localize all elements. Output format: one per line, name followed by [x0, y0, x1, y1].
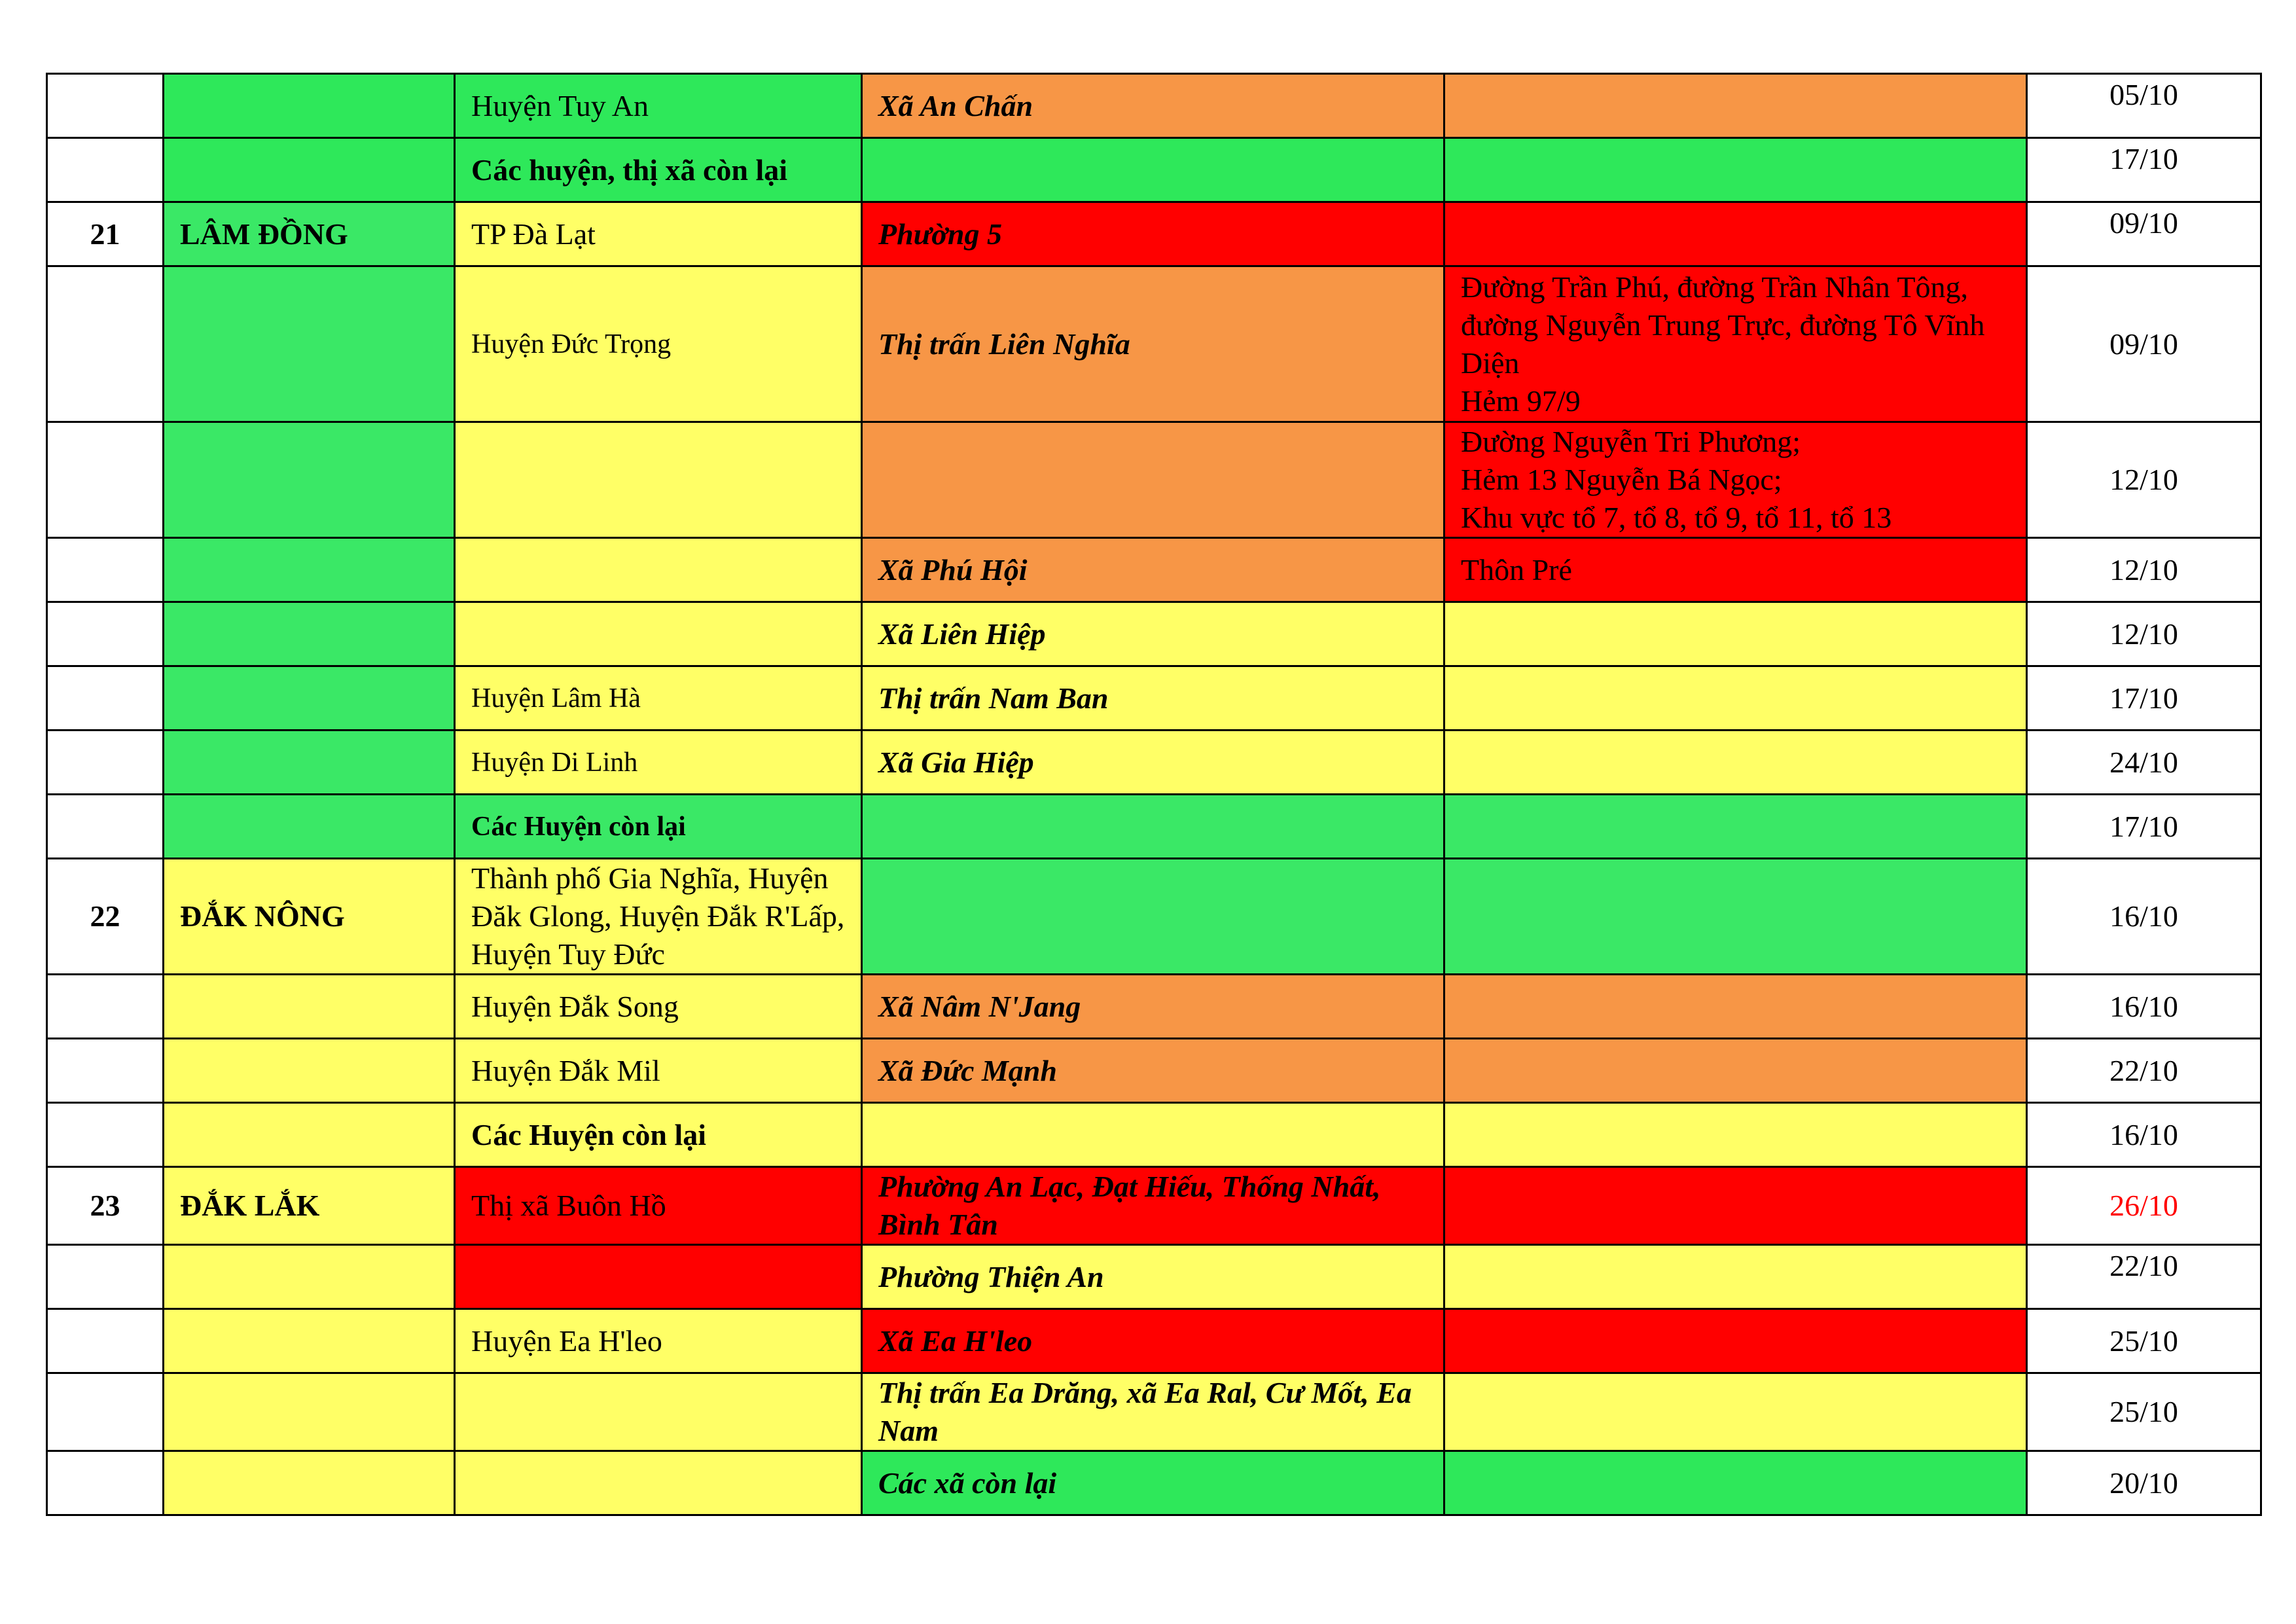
row-number-cell — [47, 602, 164, 666]
commune-cell — [862, 202, 1444, 266]
commune-cell — [862, 138, 1444, 202]
district-cell — [455, 1167, 862, 1245]
commune-cell-text: Xã Đức Mạnh — [878, 1053, 1057, 1087]
date-cell-text: 12/10 — [2109, 617, 2178, 651]
date-cell-text: 12/10 — [2109, 463, 2178, 496]
date-cell — [2027, 202, 2261, 266]
area-cell — [1444, 138, 2027, 202]
district-cell — [455, 602, 862, 666]
commune-cell — [862, 1245, 1444, 1309]
row-number-cell-text: 21 — [90, 217, 120, 251]
area-cell-text: Thôn Pré — [1461, 552, 1572, 586]
row-number-cell — [47, 422, 164, 538]
table-row — [47, 1167, 2261, 1245]
row-number-cell — [47, 1245, 164, 1309]
commune-cell — [862, 1167, 1444, 1245]
table-row — [47, 1245, 2261, 1309]
date-cell-text: 26/10 — [2109, 1189, 2178, 1222]
date-cell — [2027, 538, 2261, 602]
date-cell-text: 09/10 — [2109, 206, 2178, 240]
province-cell-text: ĐẮK NÔNG — [180, 899, 345, 933]
date-cell — [2027, 859, 2261, 975]
area-cell — [1444, 1245, 2027, 1309]
date-cell — [2027, 422, 2261, 538]
area-cell — [1444, 1373, 2027, 1451]
district-cell — [455, 538, 862, 602]
date-cell — [2027, 74, 2261, 138]
province-cell — [164, 731, 455, 795]
province-cell — [164, 1309, 455, 1373]
date-cell-text: 17/10 — [2109, 809, 2178, 843]
row-number-cell — [47, 975, 164, 1039]
table-body — [47, 74, 2261, 1515]
date-cell — [2027, 602, 2261, 666]
district-cell — [455, 975, 862, 1039]
table-row — [47, 538, 2261, 602]
district-cell — [455, 202, 862, 266]
table-row — [47, 666, 2261, 731]
province-cell — [164, 1451, 455, 1515]
row-number-cell — [47, 202, 164, 266]
row-number-cell — [47, 731, 164, 795]
area-cell — [1444, 1167, 2027, 1245]
province-cell — [164, 1039, 455, 1103]
table-row — [47, 859, 2261, 975]
row-number-cell — [47, 1039, 164, 1103]
commune-cell — [862, 1103, 1444, 1167]
commune-cell — [862, 538, 1444, 602]
province-cell — [164, 602, 455, 666]
commune-cell — [862, 266, 1444, 422]
province-cell-text: LÂM ĐỒNG — [180, 217, 348, 251]
district-cell-text: Thành phố Gia Nghĩa, Huyện Đăk Glong, Huyện Đắk R'Lấp, Huyện Tuy Đức — [471, 861, 845, 971]
commune-cell — [862, 666, 1444, 731]
document-page — [46, 73, 2260, 1516]
date-cell-text: 12/10 — [2109, 552, 2178, 586]
commune-cell — [862, 1451, 1444, 1515]
table-row — [47, 1309, 2261, 1373]
row-number-cell — [47, 1103, 164, 1167]
district-cell — [455, 1451, 862, 1515]
district-cell-text: Các huyện, thị xã còn lại — [471, 153, 788, 187]
date-cell-text: 20/10 — [2109, 1466, 2178, 1500]
date-cell-text: 17/10 — [2109, 142, 2178, 175]
date-cell — [2027, 731, 2261, 795]
row-number-cell — [47, 266, 164, 422]
area-cell — [1444, 538, 2027, 602]
area-cell — [1444, 422, 2027, 538]
district-cell — [455, 422, 862, 538]
commune-cell — [862, 795, 1444, 859]
row-number-cell — [47, 138, 164, 202]
area-cell — [1444, 975, 2027, 1039]
district-cell-text: Huyện Tuy An — [471, 88, 649, 122]
area-cell-text: Đường Trần Phú, đường Trần Nhân Tông, đường Nguyễn Trung Trực, đường Tô Vĩnh Diện Hẻm 97/9 — [1461, 270, 1985, 418]
district-cell — [455, 74, 862, 138]
commune-cell-text: Xã An Chấn — [878, 88, 1033, 122]
district-cell — [455, 1373, 862, 1451]
commune-cell — [862, 1039, 1444, 1103]
province-cell — [164, 666, 455, 731]
district-cell-text: Các Huyện còn lại — [471, 811, 686, 842]
date-cell — [2027, 1039, 2261, 1103]
area-cell — [1444, 731, 2027, 795]
date-cell — [2027, 1309, 2261, 1373]
area-cell — [1444, 1039, 2027, 1103]
row-number-cell — [47, 859, 164, 975]
district-cell-text: Huyện Di Linh — [471, 747, 638, 778]
area-cell — [1444, 1309, 2027, 1373]
date-cell-text: 25/10 — [2109, 1324, 2178, 1358]
commune-cell-text: Xã Phú Hội — [878, 552, 1028, 586]
row-number-cell — [47, 666, 164, 731]
date-cell-text: 24/10 — [2109, 745, 2178, 779]
table-row — [47, 1039, 2261, 1103]
commune-cell-text: Phường Thiện An — [878, 1259, 1104, 1293]
province-cell — [164, 138, 455, 202]
district-cell — [455, 1245, 862, 1309]
commune-cell-text: Thị trấn Liên Nghĩa — [878, 327, 1130, 361]
district-cell — [455, 1309, 862, 1373]
date-cell-text: 22/10 — [2109, 1053, 2178, 1087]
area-cell — [1444, 202, 2027, 266]
commune-cell-text: Các xã còn lại — [878, 1466, 1057, 1500]
area-cell — [1444, 266, 2027, 422]
district-cell — [455, 666, 862, 731]
table-row — [47, 138, 2261, 202]
row-number-cell — [47, 538, 164, 602]
commune-cell — [862, 422, 1444, 538]
commune-cell-text: Xã Ea H'leo — [878, 1324, 1033, 1358]
district-cell — [455, 266, 862, 422]
district-cell-text: Huyện Ea H'leo — [471, 1324, 662, 1358]
table-row — [47, 422, 2261, 538]
date-cell-text: 16/10 — [2109, 899, 2178, 933]
province-cell — [164, 538, 455, 602]
commune-cell — [862, 1373, 1444, 1451]
commune-cell-text: Phường 5 — [878, 217, 1003, 251]
date-cell — [2027, 1245, 2261, 1309]
table-row — [47, 74, 2261, 138]
date-cell — [2027, 266, 2261, 422]
province-cell — [164, 859, 455, 975]
province-cell — [164, 202, 455, 266]
date-cell — [2027, 1103, 2261, 1167]
date-cell-text: 16/10 — [2109, 989, 2178, 1023]
date-cell — [2027, 666, 2261, 731]
commune-cell-text: Xã Gia Hiệp — [878, 745, 1034, 779]
district-cell-text: Huyện Lâm Hà — [471, 683, 641, 713]
table-row — [47, 266, 2261, 422]
date-cell-text: 09/10 — [2109, 327, 2178, 361]
table-row — [47, 602, 2261, 666]
date-cell-text: 05/10 — [2109, 78, 2178, 111]
row-number-cell — [47, 1451, 164, 1515]
table-row — [47, 795, 2261, 859]
commune-cell — [862, 74, 1444, 138]
area-cell — [1444, 74, 2027, 138]
row-number-cell — [47, 795, 164, 859]
date-cell-text: 25/10 — [2109, 1395, 2178, 1428]
district-cell — [455, 1039, 862, 1103]
commune-cell-text: Thị trấn Nam Ban — [878, 681, 1109, 715]
row-number-cell — [47, 1373, 164, 1451]
area-cell-text: Đường Nguyễn Tri Phương; Hẻm 13 Nguyễn Bá Ngọc; Khu vực tổ 7, tổ 8, tổ 9, tổ 11, tổ 13 — [1461, 425, 1892, 534]
area-cell — [1444, 859, 2027, 975]
date-cell-text: 22/10 — [2109, 1249, 2178, 1282]
district-cell — [455, 138, 862, 202]
date-cell — [2027, 1451, 2261, 1515]
area-cell — [1444, 1103, 2027, 1167]
row-number-cell — [47, 1309, 164, 1373]
commune-cell-text: Xã Nâm N'Jang — [878, 989, 1081, 1023]
table-row — [47, 1373, 2261, 1451]
district-cell — [455, 795, 862, 859]
province-cell — [164, 266, 455, 422]
district-cell-text: Thị xã Buôn Hồ — [471, 1189, 666, 1222]
date-cell — [2027, 975, 2261, 1039]
row-number-cell — [47, 1167, 164, 1245]
commune-cell — [862, 1309, 1444, 1373]
province-status-table — [46, 73, 2262, 1516]
commune-cell — [862, 731, 1444, 795]
commune-cell — [862, 602, 1444, 666]
date-cell — [2027, 1373, 2261, 1451]
table-row — [47, 202, 2261, 266]
province-cell — [164, 1245, 455, 1309]
district-cell — [455, 1103, 862, 1167]
district-cell — [455, 859, 862, 975]
date-cell-text: 16/10 — [2109, 1117, 2178, 1151]
province-cell-text: ĐẮK LẮK — [180, 1189, 320, 1222]
province-cell — [164, 1167, 455, 1245]
commune-cell — [862, 859, 1444, 975]
commune-cell — [862, 975, 1444, 1039]
province-cell — [164, 1103, 455, 1167]
table-row — [47, 1103, 2261, 1167]
district-cell-text: Các Huyện còn lại — [471, 1117, 707, 1151]
date-cell — [2027, 1167, 2261, 1245]
district-cell-text: TP Đà Lạt — [471, 217, 596, 251]
table-row — [47, 1451, 2261, 1515]
date-cell — [2027, 795, 2261, 859]
table-row — [47, 975, 2261, 1039]
district-cell-text: Huyện Đức Trọng — [471, 329, 672, 359]
district-cell-text: Huyện Đắk Mil — [471, 1053, 660, 1087]
area-cell — [1444, 1451, 2027, 1515]
district-cell — [455, 731, 862, 795]
area-cell — [1444, 666, 2027, 731]
date-cell-text: 17/10 — [2109, 681, 2178, 715]
province-cell — [164, 74, 455, 138]
row-number-cell-text: 23 — [90, 1189, 120, 1222]
province-cell — [164, 422, 455, 538]
area-cell — [1444, 602, 2027, 666]
commune-cell-text: Phường An Lạc, Đạt Hiếu, Thống Nhất, Bình Tân — [878, 1170, 1381, 1241]
table-row — [47, 731, 2261, 795]
date-cell — [2027, 138, 2261, 202]
district-cell-text: Huyện Đắk Song — [471, 989, 679, 1023]
province-cell — [164, 1373, 455, 1451]
commune-cell-text: Thị trấn Ea Drăng, xã Ea Ral, Cư Mốt, Ea Nam — [878, 1376, 1412, 1447]
province-cell — [164, 795, 455, 859]
commune-cell-text: Xã Liên Hiệp — [878, 617, 1046, 651]
province-cell — [164, 975, 455, 1039]
row-number-cell-text: 22 — [90, 899, 120, 933]
row-number-cell — [47, 74, 164, 138]
area-cell — [1444, 795, 2027, 859]
